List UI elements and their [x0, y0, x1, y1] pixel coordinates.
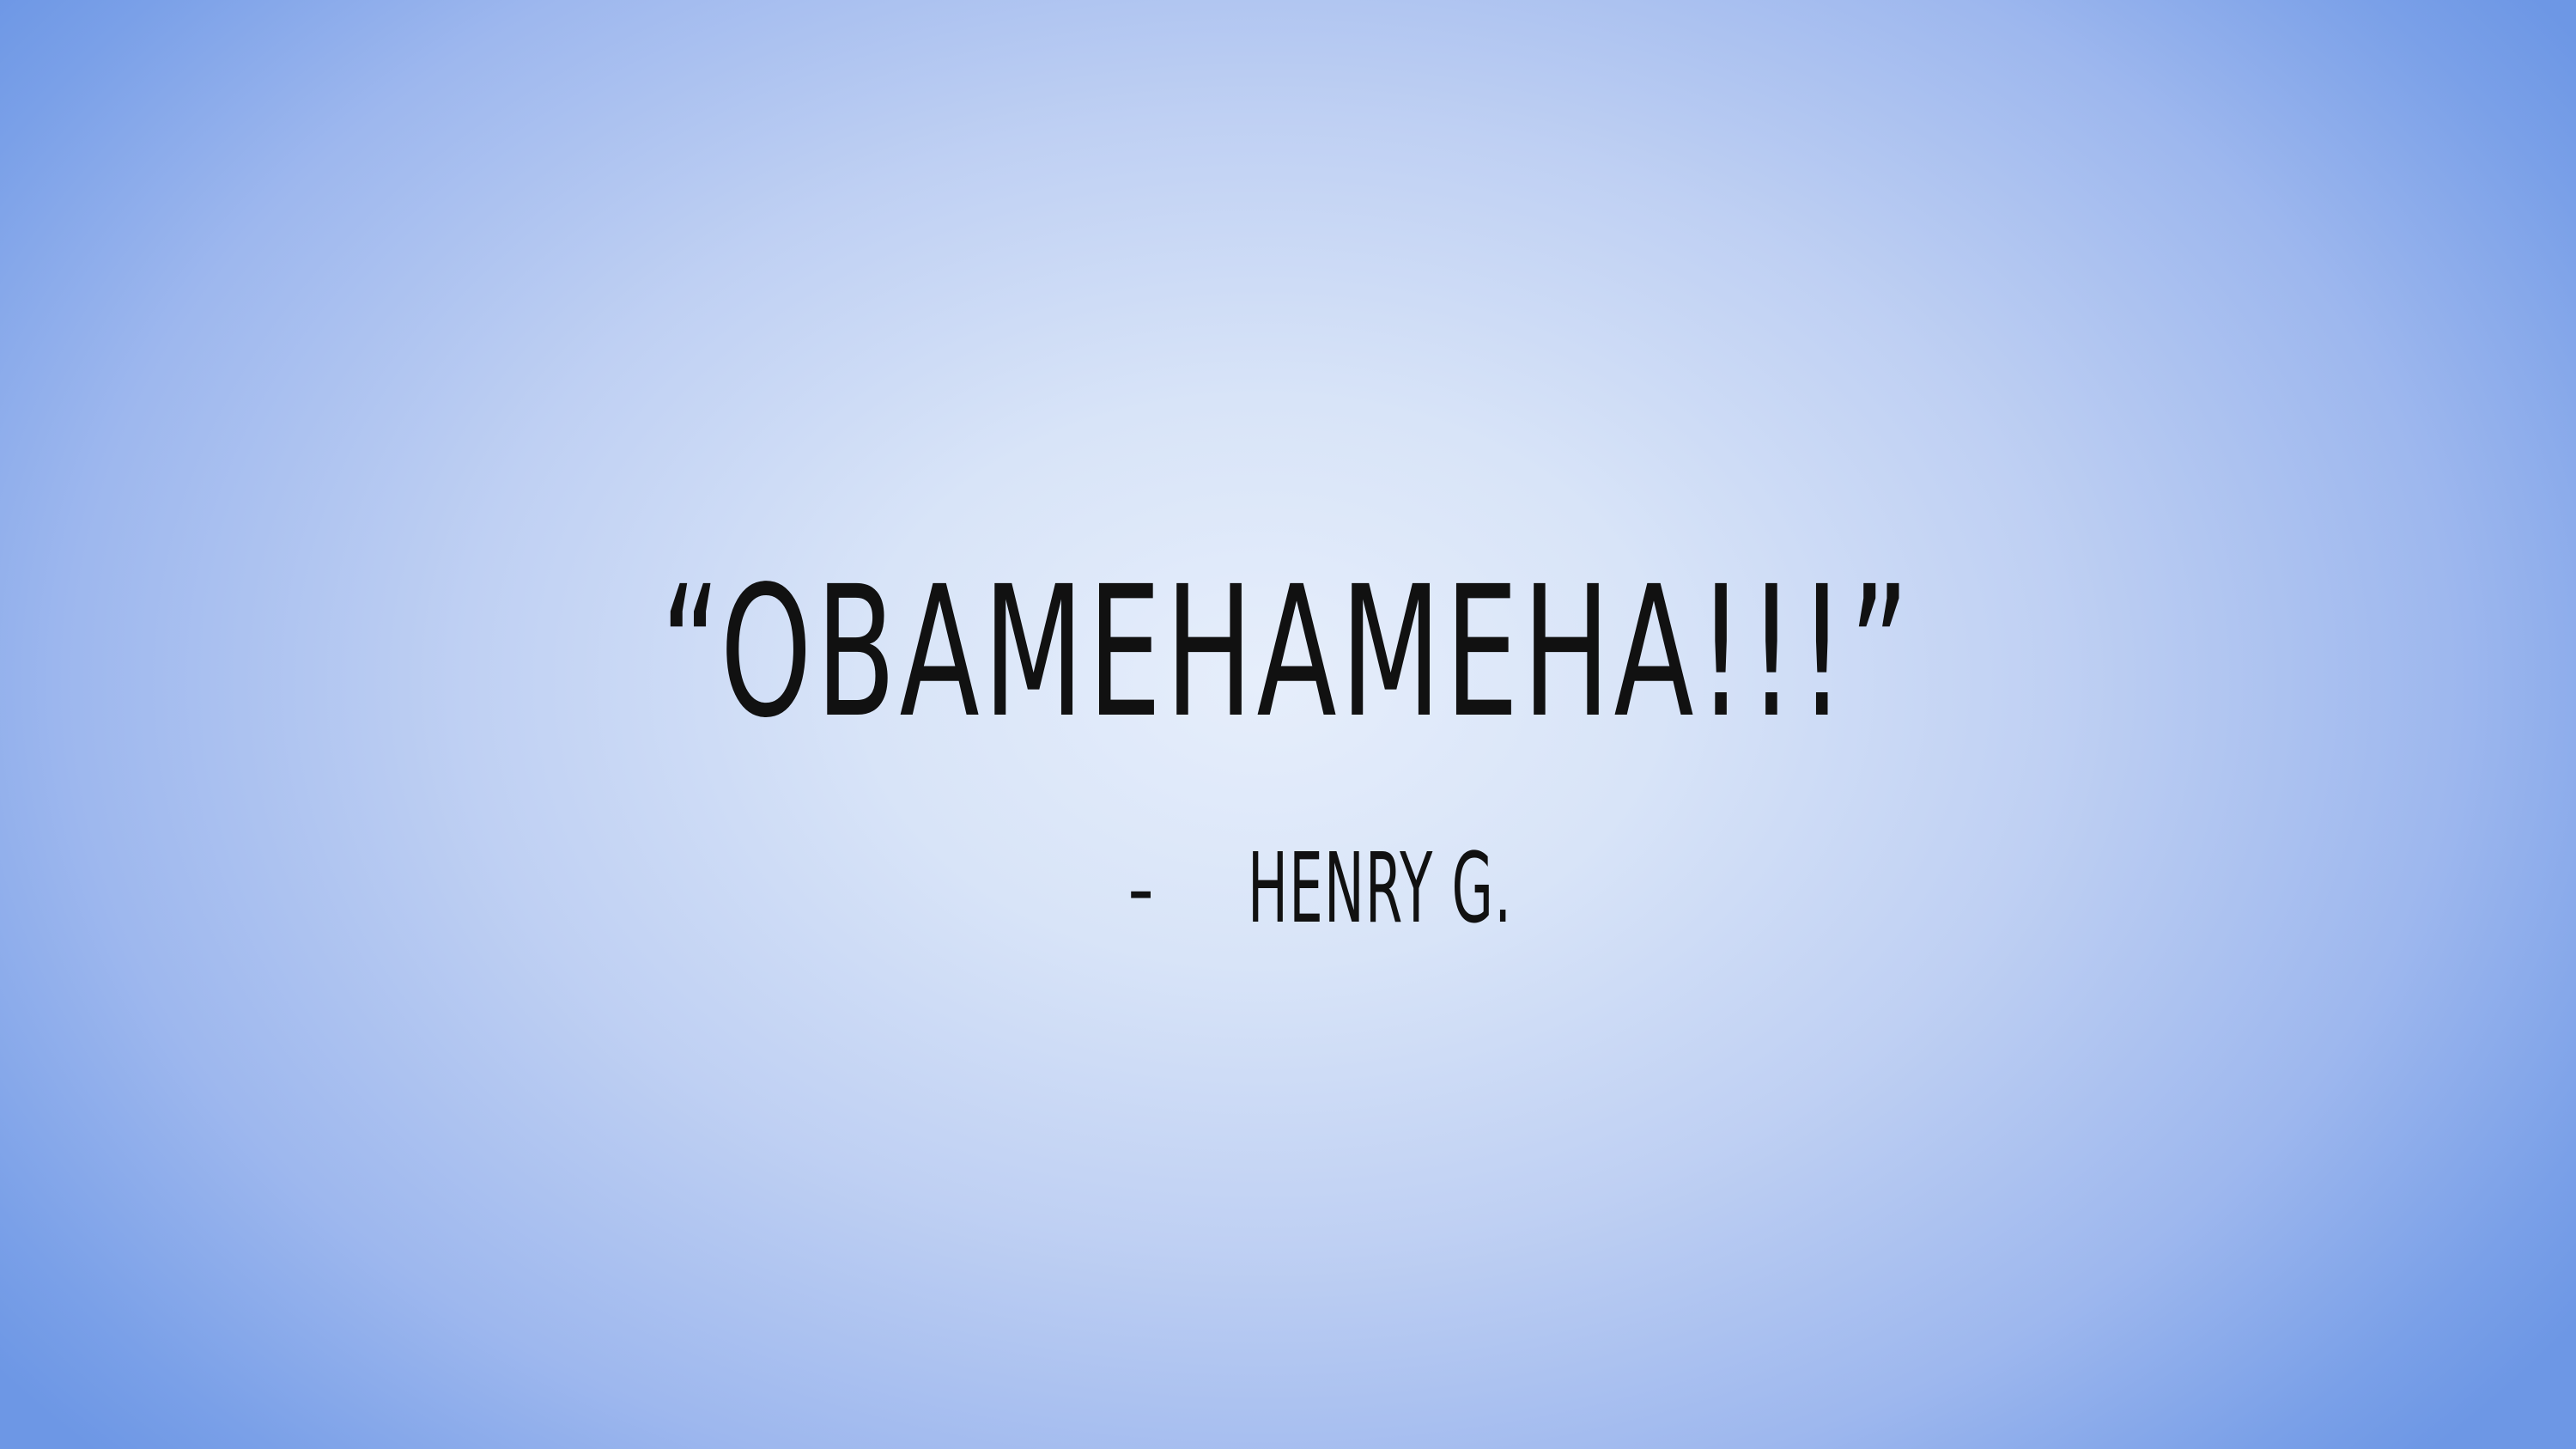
attribution-dash: -	[1127, 841, 1155, 937]
quote-text: “OBAMEHAMEHA!!!”	[660, 547, 1913, 758]
author-name: HENRY G.	[1248, 833, 1513, 945]
